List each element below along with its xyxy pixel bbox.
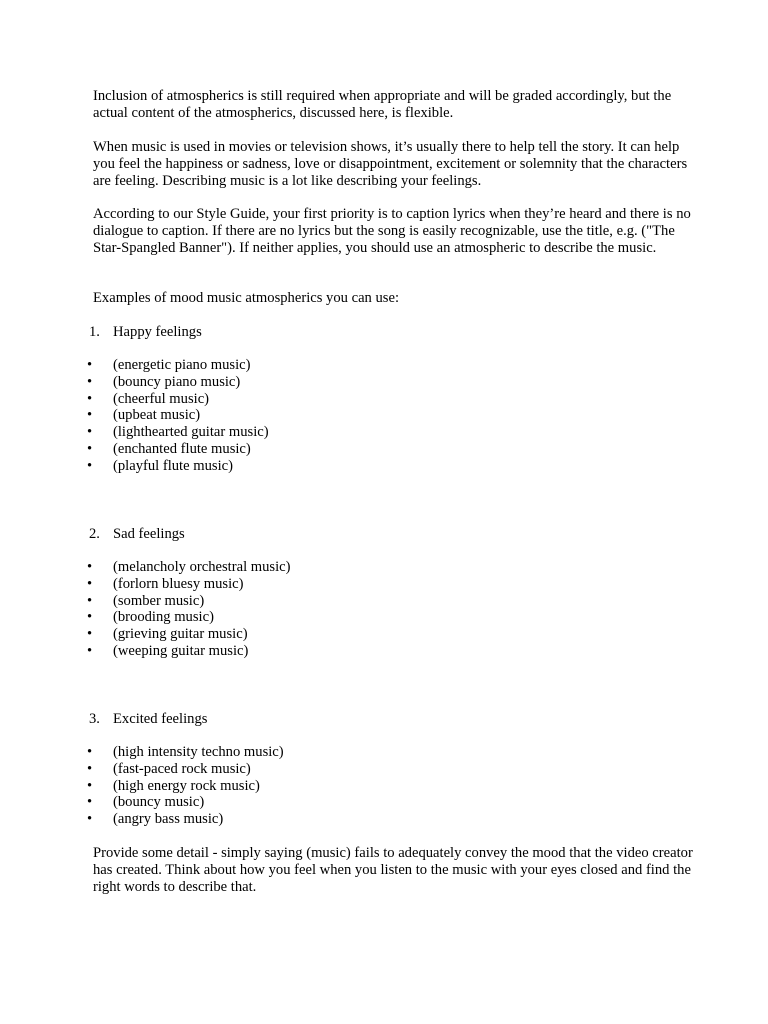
closing-paragraph: Provide some detail - simply saying (music) fails to adequately convey the mood that the video creator has created. Think about how you feel when you listen to the music with your eyes closed and find the right words to describe that. xyxy=(93,845,693,895)
section-number: 2. xyxy=(89,526,100,542)
list-item-text: (energetic piano music) xyxy=(113,357,251,373)
bullet-icon: • xyxy=(87,440,93,457)
section-label: Happy feelings xyxy=(113,324,202,340)
examples-intro-paragraph: Examples of mood music atmospherics you can use: xyxy=(93,290,399,306)
list-item-text: (cheerful music) xyxy=(113,390,210,407)
bullet-icon: • xyxy=(87,626,93,643)
list-item-text: (bouncy piano music) xyxy=(113,373,241,390)
bullet-icon: • xyxy=(87,811,93,828)
sad-feelings-list xyxy=(0,559,291,660)
excited-feelings-list xyxy=(0,744,284,828)
list-item-text: (brooding music) xyxy=(113,609,214,626)
bullet-icon: • xyxy=(87,373,93,390)
list-item xyxy=(0,778,284,795)
list-item xyxy=(0,441,269,458)
list-item xyxy=(0,407,269,424)
style-guide-paragraph: According to our Style Guide, your first priority is to caption lyrics when they’re heard and there is no dialogue to caption. If there are no lyrics but the song is easily recognizable, use the title, e.g. ("The Star-Spangled Banner"). If neither applies, you should use an atmospheric to describe the music. xyxy=(93,206,691,256)
bullet-icon: • xyxy=(87,357,93,373)
list-item-text: (bouncy music) xyxy=(113,794,205,811)
bullet-icon: • xyxy=(87,575,93,592)
list-item-text: (weeping guitar music) xyxy=(113,642,249,659)
section-label: Sad feelings xyxy=(113,526,185,542)
list-item xyxy=(0,593,291,610)
list-item xyxy=(0,794,284,811)
list-item xyxy=(0,458,269,475)
list-item xyxy=(0,559,291,576)
list-item-text: (melancholy orchestral music) xyxy=(113,559,291,575)
list-item-text: (playful flute music) xyxy=(113,457,233,474)
list-item-text: (enchanted flute music) xyxy=(113,440,251,457)
bullet-icon: • xyxy=(87,642,93,659)
happy-feelings-list xyxy=(0,357,269,475)
list-item-text: (fast-paced rock music) xyxy=(113,760,251,777)
list-item xyxy=(0,744,284,761)
intro-paragraph: Inclusion of atmospherics is still required when appropriate and will be graded accordingly, but the actual content of the atmospherics, discussed here, is flexible. xyxy=(93,88,672,121)
music-story-paragraph: When music is used in movies or television shows, it’s usually there to help tell the story. It can help you feel the happiness or sadness, love or disappointment, excitement or solemnity that the characters are feeling. Describing music is a lot like describing your feelings. xyxy=(93,139,688,189)
list-item xyxy=(0,374,269,391)
bullet-icon: • xyxy=(87,592,93,609)
list-item xyxy=(0,391,269,408)
list-item-text: (somber music) xyxy=(113,592,205,609)
list-item-text: (forlorn bluesy music) xyxy=(113,575,244,592)
list-item xyxy=(0,576,291,593)
bullet-icon: • xyxy=(87,559,93,575)
list-item xyxy=(0,811,284,828)
section-number: 3. xyxy=(89,711,100,727)
bullet-icon: • xyxy=(87,794,93,811)
section-label: Excited feelings xyxy=(113,711,208,727)
bullet-icon: • xyxy=(87,424,93,441)
list-item xyxy=(0,357,269,374)
list-item-text: (high intensity techno music) xyxy=(113,744,284,760)
section-sad-heading xyxy=(89,526,185,543)
section-happy-heading xyxy=(89,324,202,341)
list-item-text: (angry bass music) xyxy=(113,811,224,828)
list-item-text: (high energy rock music) xyxy=(113,777,260,794)
bullet-icon: • xyxy=(87,744,93,760)
list-item xyxy=(0,424,269,441)
list-item xyxy=(0,761,284,778)
bullet-icon: • xyxy=(87,457,93,474)
list-item xyxy=(0,643,291,660)
list-item-text: (upbeat music) xyxy=(113,407,201,424)
list-item xyxy=(0,626,291,643)
bullet-icon: • xyxy=(87,760,93,777)
list-item-text: (grieving guitar music) xyxy=(113,626,248,643)
section-number: 1. xyxy=(89,324,100,340)
bullet-icon: • xyxy=(87,777,93,794)
bullet-icon: • xyxy=(87,390,93,407)
list-item-text: (lighthearted guitar music) xyxy=(113,424,269,441)
bullet-icon: • xyxy=(87,609,93,626)
list-item xyxy=(0,609,291,626)
section-excited-heading xyxy=(89,711,207,728)
bullet-icon: • xyxy=(87,407,93,424)
